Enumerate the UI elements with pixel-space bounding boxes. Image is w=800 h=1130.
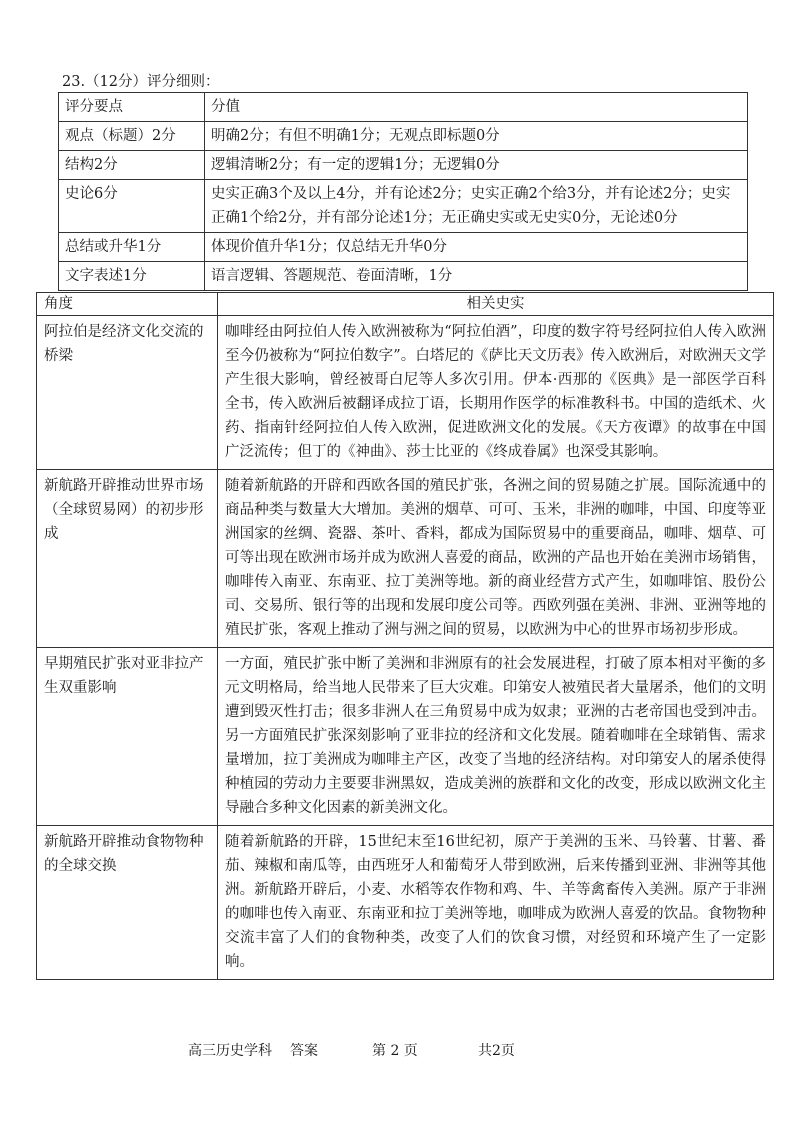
facts-content: 随着新航路的开辟，15世纪末至16世纪初，原产于美洲的玉米、马铃薯、甘薯、番茄、辣椒和南瓜等，由西班牙人和葡萄牙人带到欧洲，后来传播到亚洲、非洲等其他洲。新航路开辟后，小麦、水稻等农作物和鸡、牛、羊等禽畜传入美洲。原产于非洲的咖啡也传入南亚、东南亚和拉丁美洲等地，咖啡成为欧洲人喜爱的饮品。食物物种交流丰富了人们的食物种类，改变了人们的饮食习惯，对经贸和环境产生了一定影响。 [218, 826, 774, 980]
rubric-score: 逻辑清晰2分；有一定的逻辑1分；无逻辑0分 [205, 151, 748, 180]
facts-angle: 阿拉伯是经济文化交流的桥梁 [37, 316, 218, 470]
facts-angle: 新航路开辟推动世界市场（全球贸易网）的初步形成 [37, 470, 218, 648]
rubric-header-row [59, 93, 748, 122]
rubric-row [59, 262, 748, 291]
rubric-score: 语言逻辑、答题规范、卷面清晰，1分 [205, 262, 748, 291]
footer-page-number: 第 2 页 [372, 1043, 418, 1059]
facts-row [37, 648, 774, 826]
facts-header-row [37, 293, 774, 316]
facts-row [37, 826, 774, 980]
rubric-header-point: 评分要点 [59, 93, 205, 122]
rubric-point: 史论6分 [59, 180, 205, 233]
facts-header-facts: 相关史实 [218, 293, 774, 316]
footer-subject: 高三历史学科 [188, 1043, 272, 1059]
facts-angle: 新航路开辟推动食物物种的全球交换 [37, 826, 218, 980]
facts-content: 随着新航路的开辟和西欧各国的殖民扩张，各洲之间的贸易随之扩展。国际流通中的商品种类与数量大大增加。美洲的烟草、可可、玉米，非洲的咖啡，中国、印度等亚洲国家的丝绸、瓷器、茶叶、香料，都成为国际贸易中的重要商品，咖啡、烟草、可可等出现在欧洲市场并成为欧洲人喜爱的商品，欧洲的产品也开始在美洲市场销售，咖啡传入南亚、东南亚、拉丁美洲等地。新的商业经营方式产生，如咖啡馆、股份公司、交易所、银行等的出现和发展印度公司等。西欧列强在美洲、非洲、亚洲等地的殖民扩张，客观上推动了洲与洲之间的贸易，以欧洲为中心的世界市场初步形成。 [218, 470, 774, 648]
rubric-table [58, 92, 748, 291]
rubric-header-score: 分值 [205, 93, 748, 122]
footer-kind: 答案 [290, 1043, 318, 1059]
rubric-row [59, 122, 748, 151]
rubric-row [59, 180, 748, 233]
facts-table [36, 292, 774, 980]
rubric-point: 结构2分 [59, 151, 205, 180]
rubric-score: 明确2分；有但不明确1分；无观点即标题0分 [205, 122, 748, 151]
facts-row [37, 470, 774, 648]
question-title: 23.（12分）评分细则： [62, 74, 220, 90]
rubric-score: 史实正确3个及以上4分，并有论述2分；史实正确2个给3分，并有论述2分；史实正确1个给2分，并有部分论述1分；无正确史实或无史实0分，无论述0分 [205, 180, 748, 233]
rubric-row [59, 233, 748, 262]
rubric-score: 体现价值升华1分；仅总结无升华0分 [205, 233, 748, 262]
facts-content: 咖啡经由阿拉伯人传入欧洲被称为“阿拉伯酒”，印度的数字符号经阿拉伯人传入欧洲至今仍被称为“阿拉伯数字”。白塔尼的《萨比天文历表》传入欧洲后，对欧洲天文学产生很大影响，曾经被哥白尼等人多次引用。伊本·西那的《医典》是一部医学百科全书，传入欧洲后被翻译成拉丁语，长期用作医学的标准教科书。中国的造纸术、火药、指南针经阿拉伯人传入欧洲，促进欧洲文化的发展。《天方夜谭》的故事在中国广泛流传；但丁的《神曲》、莎士比亚的《终成眷属》也深受其影响。 [218, 316, 774, 470]
rubric-point: 观点（标题）2分 [59, 122, 205, 151]
rubric-row [59, 151, 748, 180]
rubric-point: 总结或升华1分 [59, 233, 205, 262]
facts-header-angle: 角度 [37, 293, 218, 316]
facts-content: 一方面，殖民扩张中断了美洲和非洲原有的社会发展进程，打破了原本相对平衡的多元文明格局，给当地人民带来了巨大灾难。印第安人被殖民者大量屠杀，他们的文明遭到毁灭性打击；很多非洲人在三角贸易中成为奴隶；亚洲的古老帝国也受到冲击。另一方面殖民扩张深刻影响了亚非拉的经济和文化发展。随着咖啡在全球销售、需求量增加，拉丁美洲成为咖啡主产区，改变了当地的经济结构。对印第安人的屠杀使得种植园的劳动力主要要非洲黑奴，造成美洲的族群和文化的改变，形成以欧洲文化主导融合多种文化因素的新美洲文化。 [218, 648, 774, 826]
facts-row [37, 316, 774, 470]
facts-angle: 早期殖民扩张对亚非拉产生双重影响 [37, 648, 218, 826]
footer-total-pages: 共2页 [478, 1043, 515, 1059]
rubric-point: 文字表述1分 [59, 262, 205, 291]
